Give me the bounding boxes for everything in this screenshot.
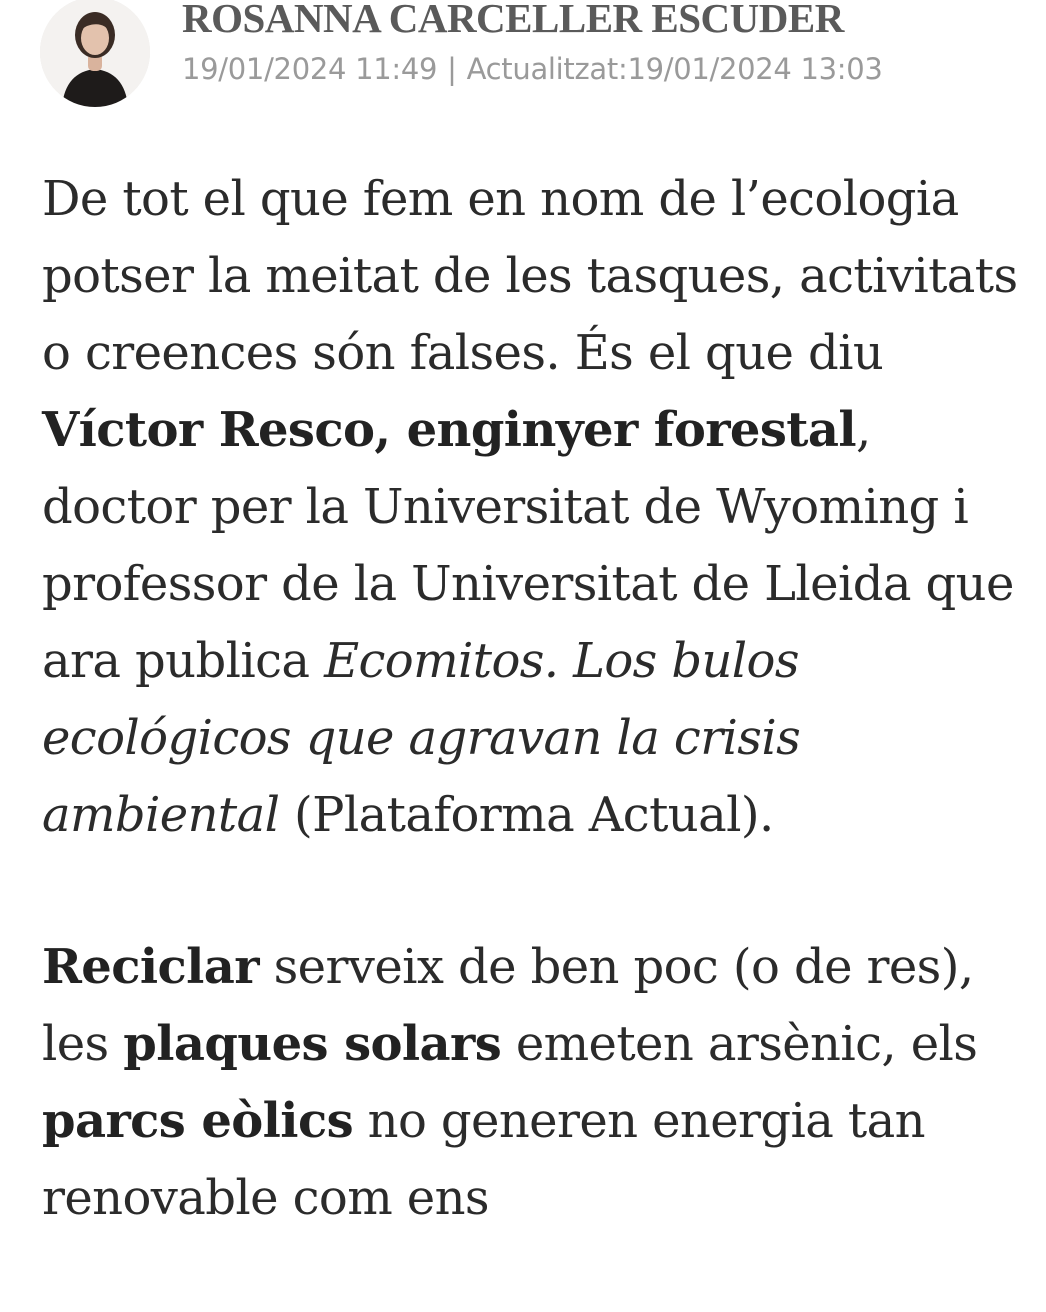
p1-book-title: Ecomitos. Los bulos ecológicos que agravan la crisis ambiental: [42, 633, 801, 843]
p2-bold-1: Reciclar: [42, 939, 259, 995]
p1-text-3: (Plataforma Actual).: [279, 787, 774, 843]
date-separator: |: [447, 52, 457, 86]
p2-bold-2: plaques solars: [123, 1016, 502, 1072]
p2-text-1: serveix de ben poc (o de res), les: [42, 939, 974, 1072]
updated-date: Actualitzat:19/01/2024 13:03: [466, 52, 883, 86]
paragraph-2: [42, 929, 1032, 1237]
article-dates: [182, 52, 883, 86]
p2-bold-3: parcs eòlics: [42, 1093, 353, 1149]
published-date: 19/01/2024 11:49: [182, 52, 438, 86]
paragraph-1: [42, 161, 1032, 854]
author-portrait-image: [40, 0, 150, 107]
p1-text-1: De tot el que fem en nom de l’ecologia potser la meitat de les tasques, activitats o creences són falses. És el que diu: [42, 171, 1018, 381]
article-byline: [40, 0, 1040, 110]
p1-bold-name: Víctor Resco, enginyer forestal: [42, 402, 856, 458]
author-name[interactable]: ROSANNA CARCELLER ESCUDER: [182, 0, 844, 41]
author-avatar[interactable]: [40, 0, 150, 107]
p2-text-2: emeten arsènic, els: [501, 1016, 978, 1072]
p2-text-3: no generen energia tan renovable com ens: [42, 1093, 925, 1226]
p1-text-2: , doctor per la Universitat de Wyoming i professor de la Universitat de Lleida que ara publica: [42, 402, 1014, 689]
article-body: [42, 161, 1032, 1312]
